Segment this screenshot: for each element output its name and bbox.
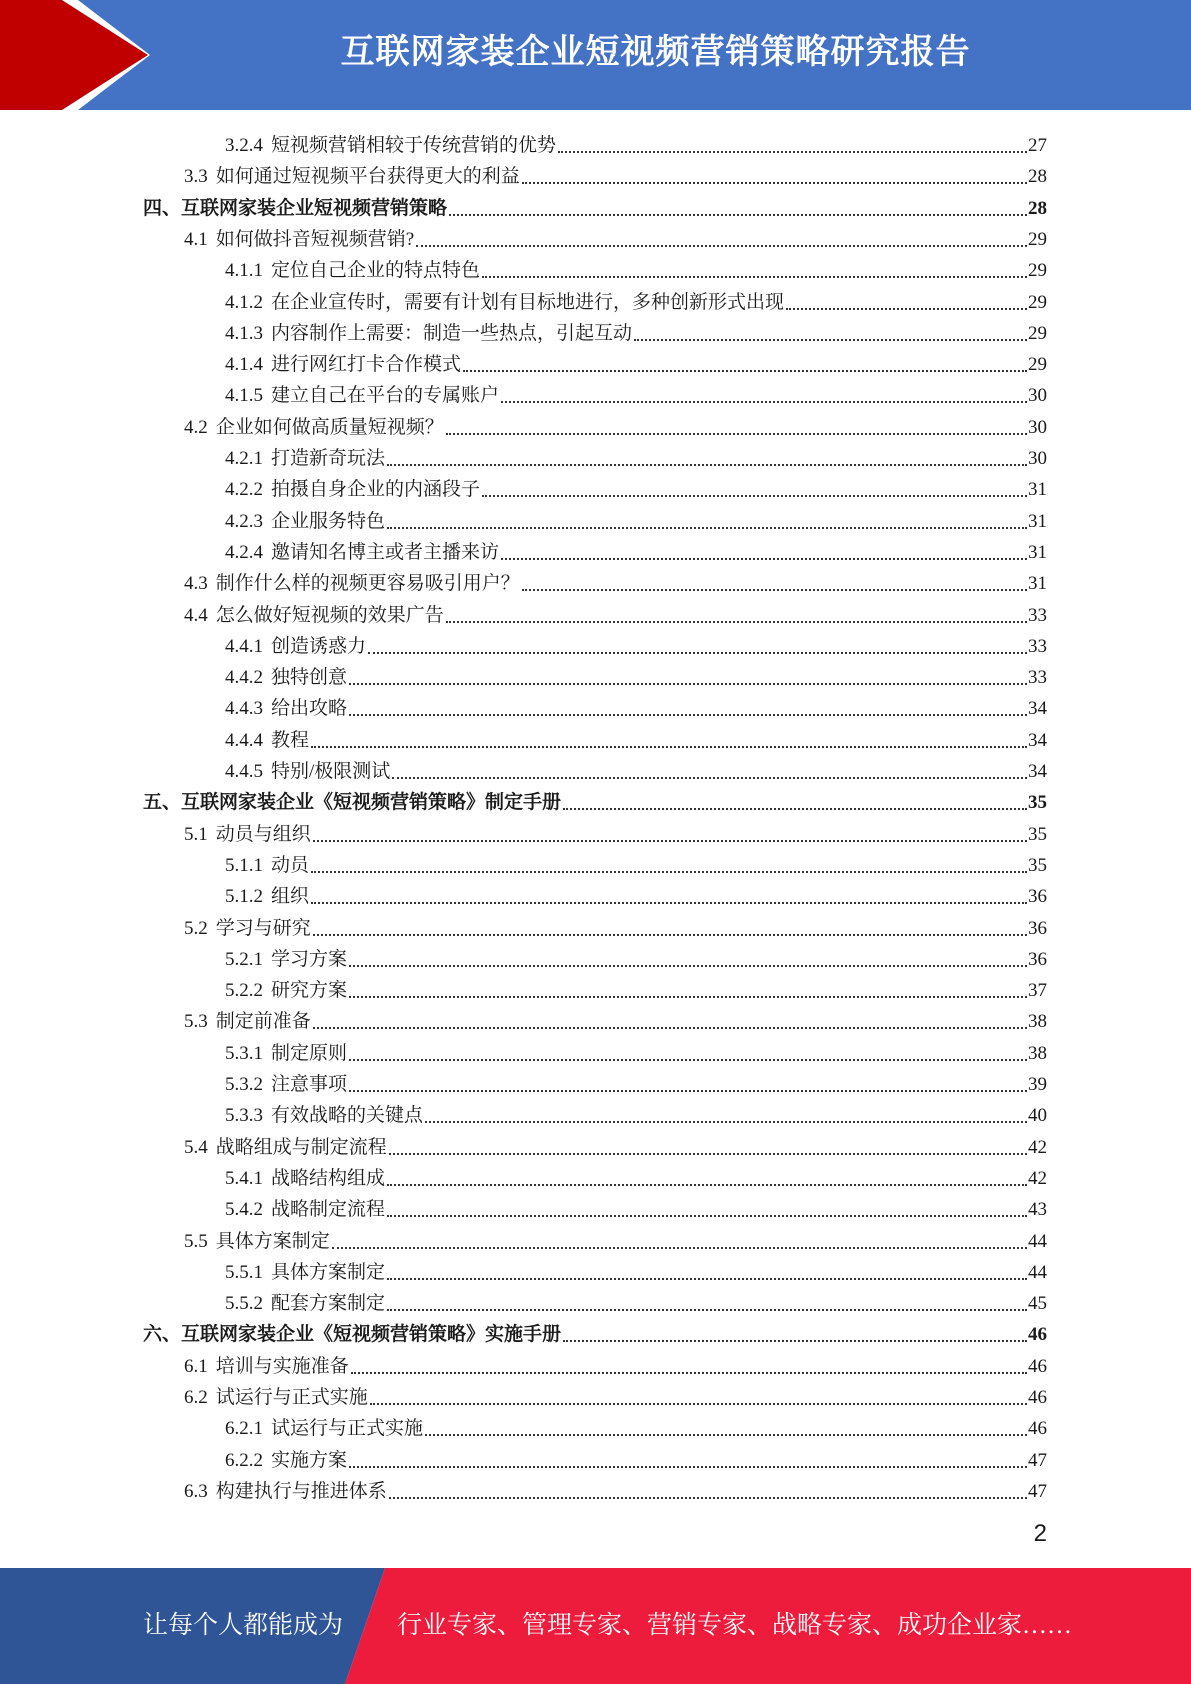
toc-entry-label: 组织 xyxy=(271,886,310,908)
toc-entry-label: 企业服务特色 xyxy=(271,510,386,532)
toc-entry-label: 学习与研究 xyxy=(215,917,311,939)
toc-entry-page: 31 xyxy=(1028,510,1047,532)
toc-entry-page: 36 xyxy=(1028,948,1047,970)
toc-dot-leader xyxy=(522,182,1027,184)
toc-dot-leader xyxy=(387,1184,1027,1186)
toc-entry-number: 6.2.1 xyxy=(225,1418,263,1440)
toc-entry[interactable] xyxy=(225,1285,1047,1316)
toc-entry-number: 4.1 xyxy=(184,228,208,250)
toc-entry-page: 35 xyxy=(1028,823,1047,845)
toc-entry-page: 34 xyxy=(1028,729,1047,751)
toc-entry[interactable] xyxy=(143,1316,1047,1347)
toc-entry-label: 独特创意 xyxy=(271,667,348,689)
toc-entry[interactable] xyxy=(225,1097,1047,1128)
toc-dot-leader xyxy=(349,996,1027,998)
toc-dot-leader xyxy=(482,276,1027,278)
toc-entry-number: 5.3.3 xyxy=(225,1105,263,1127)
toc-dot-leader xyxy=(389,1497,1027,1499)
toc-entry-page: 29 xyxy=(1028,322,1047,344)
toc-entry-label: 在企业宣传时，需要有计划有目标地进行，多种创新形式出现 xyxy=(271,291,785,313)
toc-entry-page: 38 xyxy=(1028,1042,1047,1064)
toc-entry-label: 如何通过短视频平台获得更大的利益 xyxy=(215,166,520,188)
toc-entry-page: 33 xyxy=(1028,635,1047,657)
toc-dot-leader xyxy=(349,714,1027,716)
toc-entry[interactable] xyxy=(143,190,1047,221)
toc-entry-page: 30 xyxy=(1028,416,1047,438)
toc-entry-label: 如何做抖音短视频营销? xyxy=(215,228,415,250)
toc-dot-leader xyxy=(563,1340,1027,1342)
toc-entry-label: 有效战略的关键点 xyxy=(271,1105,424,1127)
toc-entry-label: 怎么做好短视频的效果广告 xyxy=(215,604,444,626)
toc-entry-page: 33 xyxy=(1028,667,1047,689)
toc-entry[interactable] xyxy=(225,659,1047,690)
toc-entry-number: 5.2.2 xyxy=(225,980,263,1002)
toc-entry-number: 4.2.1 xyxy=(225,448,263,469)
toc-entry-number: 6.3 xyxy=(184,1480,208,1502)
toc-entry-label: 配套方案制定 xyxy=(271,1293,386,1315)
toc-dot-leader xyxy=(387,464,1027,466)
toc-entry-page: 31 xyxy=(1028,573,1047,595)
toc-dot-leader xyxy=(463,370,1027,372)
page-number: 2 xyxy=(1033,1520,1047,1547)
toc-entry-number: 4.2 xyxy=(184,416,208,438)
toc-entry-label: 试运行与正式实施 xyxy=(215,1387,368,1408)
footer-slogan-left: 让每个人都能成为 xyxy=(143,1612,344,1639)
toc-entry-page: 34 xyxy=(1028,698,1047,720)
toc-entry-number: 4.1.1 xyxy=(225,260,263,282)
header-chevron-decoration xyxy=(0,0,160,110)
toc-entry-label: 创造诱惑力 xyxy=(271,635,367,657)
toc-entry-label: 短视频营销相较于传统营销的优势 xyxy=(271,135,557,156)
toc-entry[interactable] xyxy=(225,941,1047,972)
toc-entry-number: 4.4.3 xyxy=(225,698,263,720)
toc-entry-page: 35 xyxy=(1028,792,1047,814)
toc-entry-page: 44 xyxy=(1028,1261,1047,1283)
toc-entry-number: 4.4.2 xyxy=(225,667,263,689)
toc-dot-leader xyxy=(425,1121,1027,1123)
footer-banner xyxy=(0,1568,1191,1684)
toc-entry-page: 42 xyxy=(1028,1136,1047,1158)
toc-dot-leader xyxy=(786,308,1027,310)
toc-dot-leader xyxy=(449,214,1027,216)
toc-entry[interactable] xyxy=(184,1473,1047,1504)
toc-entry-number: 6.2 xyxy=(184,1387,208,1408)
toc-entry-number: 5.4.1 xyxy=(225,1167,263,1189)
toc-entry[interactable] xyxy=(184,1348,1047,1379)
toc-entry-number: 6.1 xyxy=(184,1355,208,1377)
toc-entry-page: 42 xyxy=(1028,1167,1047,1189)
toc-entry[interactable] xyxy=(143,784,1047,815)
toc-entry-label: 试运行与正式实施 xyxy=(271,1418,424,1440)
toc-entry[interactable] xyxy=(225,753,1047,784)
toc-dot-leader xyxy=(311,902,1027,904)
toc-entry[interactable] xyxy=(225,252,1047,283)
toc-entry-label: 战略结构组成 xyxy=(271,1167,386,1189)
toc-entry-page: 46 xyxy=(1028,1387,1047,1408)
toc-entry[interactable] xyxy=(184,597,1047,628)
toc-dot-leader xyxy=(313,840,1027,842)
toc-entry-number: 4.2.2 xyxy=(225,479,263,501)
toc-entry-label: 培训与实施准备 xyxy=(215,1355,349,1377)
toc-entry-number: 5.4 xyxy=(184,1136,208,1158)
header-banner xyxy=(0,0,1191,110)
toc-entry-label: 六、互联网家装企业《短视频营销策略》实施手册 xyxy=(143,1324,562,1346)
toc-entry-label: 制定原则 xyxy=(271,1042,348,1064)
document-title: 互联网家装企业短视频营销策略研究报告 xyxy=(340,32,971,72)
toc-entry-label: 定位自己企业的特点特色 xyxy=(271,260,481,282)
toc-entry[interactable] xyxy=(225,1191,1047,1222)
toc-entry-page: 34 xyxy=(1028,761,1047,782)
toc-entry-label: 给出攻略 xyxy=(271,698,348,720)
toc-entry-number: 5.3 xyxy=(184,1011,208,1033)
toc-dot-leader xyxy=(313,934,1027,936)
toc-entry-label: 战略制定流程 xyxy=(271,1199,386,1221)
toc-dot-leader xyxy=(368,652,1027,654)
toc-entry-label: 研究方案 xyxy=(271,980,348,1002)
toc-entry-page: 28 xyxy=(1028,166,1047,188)
toc-dot-leader xyxy=(446,433,1027,435)
toc-entry-number: 4.4.4 xyxy=(225,729,263,751)
toc-entry-number: 5.1.2 xyxy=(225,886,263,908)
toc-entry-page: 44 xyxy=(1028,1230,1047,1252)
toc-dot-leader xyxy=(501,558,1027,560)
toc-dot-leader xyxy=(387,1278,1027,1280)
toc-entry[interactable] xyxy=(225,534,1047,565)
toc-entry-label: 教程 xyxy=(271,729,310,751)
toc-entry-page: 47 xyxy=(1028,1449,1047,1471)
toc-entry-number: 5.1 xyxy=(184,823,208,845)
toc-entry-number: 4.4.1 xyxy=(225,635,263,657)
toc-entry-page: 30 xyxy=(1028,448,1047,469)
toc-entry-label: 建立自己在平台的专属账户 xyxy=(271,385,500,407)
toc-dot-leader xyxy=(349,1059,1027,1061)
toc-entry-label: 进行网红打卡合作模式 xyxy=(271,354,462,376)
toc-entry-page: 46 xyxy=(1028,1355,1047,1377)
toc-entry-page: 29 xyxy=(1028,228,1047,250)
toc-entry-number: 5.5.1 xyxy=(225,1261,263,1283)
toc-entry-label: 四、互联网家装企业短视频营销策略 xyxy=(143,197,448,219)
toc-dot-leader xyxy=(349,683,1027,685)
toc-dot-leader xyxy=(387,1215,1027,1217)
toc-dot-leader xyxy=(370,1403,1027,1405)
toc-entry-number: 4.1.4 xyxy=(225,354,263,376)
toc-entry-number: 4.4.5 xyxy=(225,761,263,782)
toc-entry-label: 具体方案制定 xyxy=(271,1261,386,1283)
toc-dot-leader xyxy=(392,777,1027,779)
toc-entry-page: 29 xyxy=(1028,260,1047,282)
toc-entry[interactable] xyxy=(225,690,1047,721)
toc-entry[interactable] xyxy=(225,1442,1047,1473)
toc-entry-number: 5.1.1 xyxy=(225,854,263,876)
toc-entry-page: 37 xyxy=(1028,980,1047,1002)
toc-dot-leader xyxy=(501,401,1027,403)
toc-entry-number: 4.2.4 xyxy=(225,541,263,563)
toc-entry[interactable] xyxy=(184,1129,1047,1160)
toc-entry[interactable] xyxy=(225,878,1047,909)
toc-entry-page: 45 xyxy=(1028,1293,1047,1315)
toc-entry-label: 邀请知名博主或者主播来访 xyxy=(271,541,500,563)
toc-entry-label: 制作什么样的视频更容易吸引用户？ xyxy=(215,573,520,595)
toc-entry[interactable] xyxy=(225,284,1047,315)
toc-entry[interactable] xyxy=(225,377,1047,408)
toc-dot-leader xyxy=(313,1027,1027,1029)
toc-entry-page: 31 xyxy=(1028,479,1047,501)
toc-entry[interactable] xyxy=(225,503,1047,534)
toc-entry-page: 28 xyxy=(1028,197,1047,219)
toc-entry[interactable] xyxy=(225,471,1047,502)
toc-entry-label: 战略组成与制定流程 xyxy=(215,1136,387,1158)
toc-entry-label: 制定前准备 xyxy=(215,1011,311,1033)
toc-entry-label: 拍摄自身企业的内涵段子 xyxy=(271,479,481,501)
toc-dot-leader xyxy=(311,871,1027,873)
toc-entry-label: 动员 xyxy=(271,854,310,876)
toc-entry[interactable] xyxy=(225,1035,1047,1066)
toc-dot-leader xyxy=(351,1372,1027,1374)
toc-entry-page: 27 xyxy=(1028,135,1047,156)
toc-entry-page: 39 xyxy=(1028,1074,1047,1095)
toc-dot-leader xyxy=(387,1309,1027,1311)
toc-entry-number: 5.2 xyxy=(184,917,208,939)
toc-entry[interactable] xyxy=(184,1003,1047,1034)
toc-entry-number: 4.1.5 xyxy=(225,385,263,407)
toc-entry[interactable] xyxy=(225,972,1047,1003)
toc-dot-leader xyxy=(332,1247,1027,1249)
toc-dot-leader xyxy=(558,151,1027,153)
toc-entry-page: 46 xyxy=(1028,1418,1047,1440)
toc-dot-leader xyxy=(387,527,1027,529)
toc-entry-label: 打造新奇玩法 xyxy=(271,448,386,469)
toc-entry-number: 4.4 xyxy=(184,604,208,626)
toc-entry-label: 注意事项 xyxy=(271,1074,348,1095)
toc-dot-leader xyxy=(389,1153,1027,1155)
toc-entry-label: 特别/极限测试 xyxy=(271,761,391,782)
toc-entry[interactable] xyxy=(184,816,1047,847)
toc-entry-page: 29 xyxy=(1028,291,1047,313)
toc-entry-label: 动员与组织 xyxy=(215,823,311,845)
toc-entry[interactable] xyxy=(225,628,1047,659)
toc-entry[interactable] xyxy=(184,158,1047,189)
footer-slogan-right: 行业专家、管理专家、营销专家、战略专家、成功企业家…… xyxy=(397,1612,1073,1639)
toc-entry-number: 3.3 xyxy=(184,166,208,188)
toc-entry[interactable] xyxy=(225,440,1047,471)
toc-entry-number: 4.3 xyxy=(184,573,208,595)
toc-entry-number: 3.2.4 xyxy=(225,135,263,156)
toc-entry-number: 4.1.2 xyxy=(225,291,263,313)
toc-entry-label: 学习方案 xyxy=(271,948,348,970)
toc-dot-leader xyxy=(522,589,1027,591)
toc-dot-leader xyxy=(349,1090,1027,1092)
toc-entry[interactable] xyxy=(184,565,1047,596)
toc-dot-leader xyxy=(349,965,1027,967)
toc-entry[interactable] xyxy=(184,910,1047,941)
toc-entry-page: 47 xyxy=(1028,1480,1047,1502)
toc-dot-leader xyxy=(425,1434,1027,1436)
toc-entry[interactable] xyxy=(225,722,1047,753)
toc-entry-number: 6.2.2 xyxy=(225,1449,263,1471)
toc-entry-number: 4.1.3 xyxy=(225,322,263,344)
toc-entry-page: 38 xyxy=(1028,1011,1047,1033)
toc-entry-page: 31 xyxy=(1028,541,1047,563)
toc-entry[interactable] xyxy=(225,847,1047,878)
toc-entry-page: 35 xyxy=(1028,854,1047,876)
toc-entry-number: 5.5 xyxy=(184,1230,208,1252)
toc-entry[interactable] xyxy=(225,1160,1047,1191)
toc-entry-number: 5.2.1 xyxy=(225,948,263,970)
toc-dot-leader xyxy=(416,245,1027,247)
toc-dot-leader xyxy=(563,808,1027,810)
toc-entry[interactable] xyxy=(184,221,1047,252)
toc-entry-label: 内容制作上需要：制造一些热点，引起互动 xyxy=(271,322,633,344)
toc-entry[interactable] xyxy=(184,409,1047,440)
toc-entry-number: 4.2.3 xyxy=(225,510,263,532)
toc-entry[interactable] xyxy=(184,1223,1047,1254)
toc-entry-page: 29 xyxy=(1028,354,1047,376)
toc-entry-page: 46 xyxy=(1028,1324,1047,1346)
toc-dot-leader xyxy=(349,1466,1027,1468)
toc-entry-page: 36 xyxy=(1028,917,1047,939)
toc-entry[interactable] xyxy=(225,315,1047,346)
toc-entry-number: 5.5.2 xyxy=(225,1293,263,1315)
toc-entry-page: 30 xyxy=(1028,385,1047,407)
toc-entry-page: 43 xyxy=(1028,1199,1047,1221)
toc-entry-number: 5.4.2 xyxy=(225,1199,263,1221)
toc-entry[interactable] xyxy=(225,127,1047,158)
toc-entry-number: 5.3.1 xyxy=(225,1042,263,1064)
toc-entry[interactable] xyxy=(225,1066,1047,1097)
toc-entry-page: 36 xyxy=(1028,886,1047,908)
toc-entry[interactable] xyxy=(225,346,1047,377)
toc-entry-label: 五、互联网家装企业《短视频营销策略》制定手册 xyxy=(143,792,562,814)
toc-entry-label: 具体方案制定 xyxy=(215,1230,330,1252)
toc-entry-page: 40 xyxy=(1028,1105,1047,1127)
toc-dot-leader xyxy=(482,495,1027,497)
toc-entry-label: 构建执行与推进体系 xyxy=(215,1480,387,1502)
toc-entry[interactable] xyxy=(184,1379,1047,1410)
toc-dot-leader xyxy=(446,621,1027,623)
toc-entry[interactable] xyxy=(225,1410,1047,1441)
toc-dot-leader xyxy=(311,746,1027,748)
toc-entry-label: 企业如何做高质量短视频？ xyxy=(215,416,444,438)
toc-dot-leader xyxy=(634,339,1027,341)
toc-entry-label: 实施方案 xyxy=(271,1449,348,1471)
toc-entry-number: 5.3.2 xyxy=(225,1074,263,1095)
toc-entry-page: 33 xyxy=(1028,604,1047,626)
toc-entry[interactable] xyxy=(225,1254,1047,1285)
